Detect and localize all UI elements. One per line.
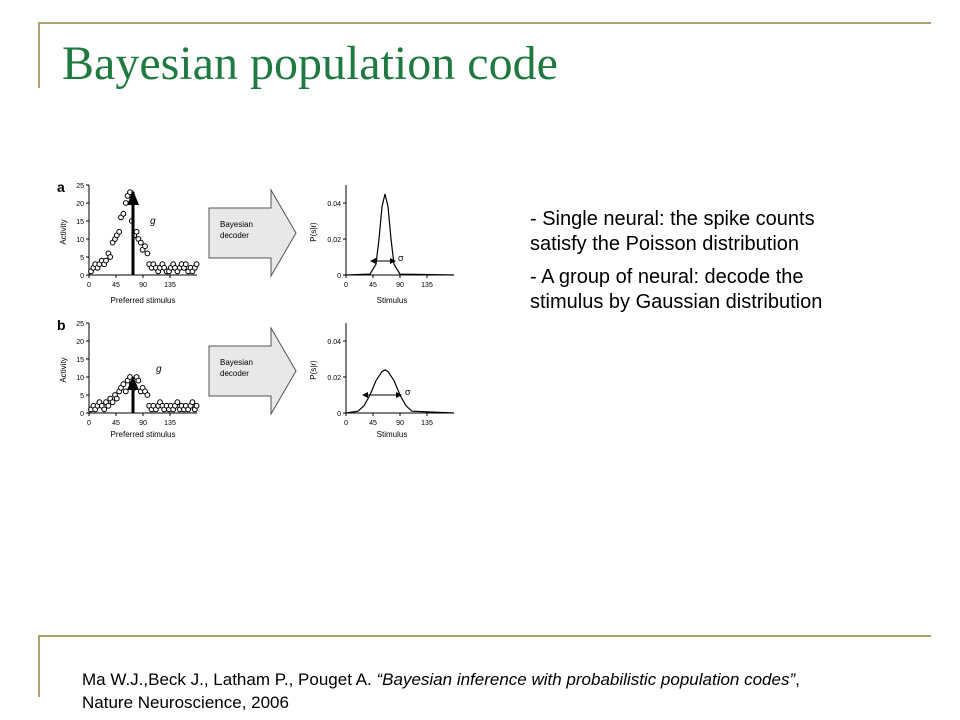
activity-point xyxy=(117,229,122,234)
panel-a xyxy=(57,179,454,305)
citation-journal: Nature Neuroscience, 2006 xyxy=(82,693,289,712)
posterior-x-label: Stimulus xyxy=(376,296,408,305)
activity-point xyxy=(145,393,150,398)
width-label: σ xyxy=(405,387,411,397)
posterior-axis-label: P(s|r) xyxy=(309,222,318,242)
activity-point xyxy=(102,407,107,412)
frame-top-rule xyxy=(38,22,931,24)
frame-left-rule xyxy=(38,22,40,88)
citation-separator: , xyxy=(795,670,800,689)
activity-point xyxy=(114,396,119,401)
panel-b xyxy=(57,317,454,439)
activity-y-tick-label: 20 xyxy=(76,201,84,208)
activity-point xyxy=(183,262,188,267)
panel-letter: b xyxy=(57,317,66,333)
posterior-x-tick-label: 135 xyxy=(421,282,433,289)
activity-x-tick-label: 90 xyxy=(139,420,147,427)
activity-point xyxy=(138,240,143,245)
activity-point xyxy=(110,400,115,405)
decoder-label-line2: decoder xyxy=(220,231,249,240)
citation-title: “Bayesian inference with probabilistic population codes” xyxy=(376,670,796,689)
activity-point xyxy=(175,400,180,405)
posterior-x-tick-label: 90 xyxy=(396,282,404,289)
panel-letter: a xyxy=(57,179,65,195)
posterior-x-tick-label: 90 xyxy=(396,420,404,427)
activity-y-tick-label: 5 xyxy=(80,255,84,262)
citation xyxy=(82,668,922,714)
posterior-x-tick-label: 45 xyxy=(369,420,377,427)
activity-y-tick-label: 20 xyxy=(76,339,84,346)
width-label: σ xyxy=(398,253,404,263)
activity-y-tick-label: 0 xyxy=(80,411,84,418)
activity-x-label: Preferred stimulus xyxy=(110,430,176,439)
posterior-axis-label: P(s|r) xyxy=(309,360,318,380)
activity-point xyxy=(106,403,111,408)
activity-point xyxy=(194,403,199,408)
slide-title: Bayesian population code xyxy=(62,37,558,90)
gain-label: g xyxy=(156,364,162,375)
posterior-x-tick-label: 0 xyxy=(344,420,348,427)
activity-point xyxy=(190,400,195,405)
posterior-x-label: Stimulus xyxy=(376,430,408,439)
frame-bottom-rule xyxy=(38,635,931,637)
activity-x-tick-label: 135 xyxy=(164,420,176,427)
activity-y-tick-label: 0 xyxy=(80,273,84,280)
activity-x-tick-label: 135 xyxy=(164,282,176,289)
posterior-y-tick-label: 0 xyxy=(337,273,341,280)
activity-point xyxy=(194,262,199,267)
activity-x-tick-label: 90 xyxy=(139,282,147,289)
activity-y-tick-label: 15 xyxy=(76,357,84,364)
decoder-label-line1: Bayesian xyxy=(220,358,253,367)
activity-point xyxy=(136,378,141,383)
posterior-y-tick-label: 0.02 xyxy=(327,375,341,382)
posterior-y-tick-label: 0.04 xyxy=(327,201,341,208)
activity-x-label: Preferred stimulus xyxy=(110,296,176,305)
decoder-label-line1: Bayesian xyxy=(220,220,253,229)
activity-x-tick-label: 45 xyxy=(112,420,120,427)
activity-y-tick-label: 5 xyxy=(80,393,84,400)
activity-point xyxy=(145,251,150,256)
activity-y-tick-label: 10 xyxy=(76,375,84,382)
activity-x-tick-label: 0 xyxy=(87,282,91,289)
activity-y-tick-label: 15 xyxy=(76,219,84,226)
activity-axis-label: Activity xyxy=(59,219,68,245)
posterior-y-tick-label: 0.02 xyxy=(327,237,341,244)
posterior-y-tick-label: 0 xyxy=(337,411,341,418)
activity-x-tick-label: 0 xyxy=(87,420,91,427)
activity-point xyxy=(108,255,113,260)
bullet-item: - Single neural: the spike counts satisfy the Poisson distribution xyxy=(530,208,815,255)
posterior-x-tick-label: 45 xyxy=(369,282,377,289)
activity-point xyxy=(121,211,126,216)
posterior-y-tick-label: 0.04 xyxy=(327,339,341,346)
activity-x-tick-label: 45 xyxy=(112,282,120,289)
activity-point xyxy=(104,258,109,263)
activity-y-tick-label: 25 xyxy=(76,183,84,190)
population-code-figure xyxy=(44,172,464,442)
posterior-x-tick-label: 135 xyxy=(421,420,433,427)
bullet-list xyxy=(530,207,850,323)
activity-point xyxy=(121,382,126,387)
activity-point xyxy=(143,244,148,249)
citation-authors: Ma W.J.,Beck J., Latham P., Pouget A. xyxy=(82,670,377,689)
activity-point xyxy=(134,229,139,234)
frame-corner-rule xyxy=(38,635,40,697)
activity-y-tick-label: 25 xyxy=(76,321,84,328)
posterior-curve xyxy=(346,370,454,413)
bullet-item: - A group of neural: decode the stimulus by Gaussian distribution xyxy=(530,266,823,313)
decoder-label-line2: decoder xyxy=(220,369,249,378)
activity-axis-label: Activity xyxy=(59,357,68,383)
posterior-x-tick-label: 0 xyxy=(344,282,348,289)
gain-label: g xyxy=(150,216,156,227)
activity-y-tick-label: 10 xyxy=(76,237,84,244)
